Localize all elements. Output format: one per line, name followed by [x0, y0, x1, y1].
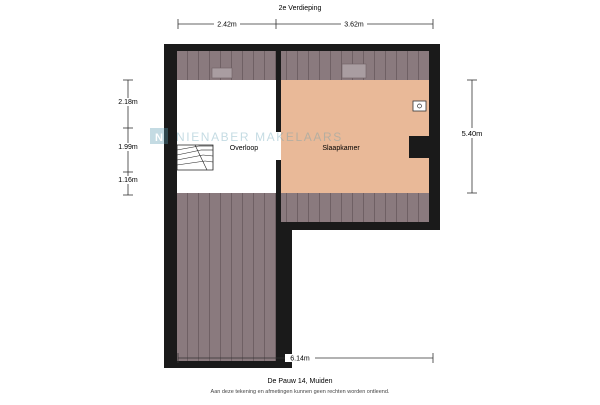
skylight-right [342, 64, 366, 78]
watermark-text: NIENABER MAKELAARS [176, 130, 343, 144]
watermark [150, 128, 343, 144]
dim-left-3: 1.16m [118, 177, 138, 184]
dim-top-right: 3.62m [344, 21, 364, 29]
roof-bedroom-bottom [281, 193, 429, 222]
dim-left-2: 1.99m [118, 144, 138, 151]
chimney-block [409, 136, 429, 158]
skylight-left [212, 68, 232, 78]
dim-left-1: 2.18m [118, 99, 138, 106]
top-dimension-line [178, 19, 433, 29]
roof-bottom-left [177, 193, 276, 361]
dim-right: 5.40m [461, 129, 483, 138]
staircase [177, 145, 213, 170]
wall-outlet-icon [413, 101, 426, 111]
room-label-bedroom: Slaapkamer [322, 145, 360, 152]
dim-bottom: 6.14m [290, 355, 310, 363]
dim-top-left: 2.42m [217, 21, 237, 29]
footer-disclaimer: Aan deze tekening en afmetingen kunnen geen rechten worden ontleend. [210, 389, 390, 395]
floor-title: 2e Verdieping [278, 5, 322, 12]
svg-text:N: N [155, 132, 163, 144]
footer-address: De Pauw 14, Muiden [267, 378, 333, 385]
room-label-landing: Overloop [229, 145, 259, 152]
